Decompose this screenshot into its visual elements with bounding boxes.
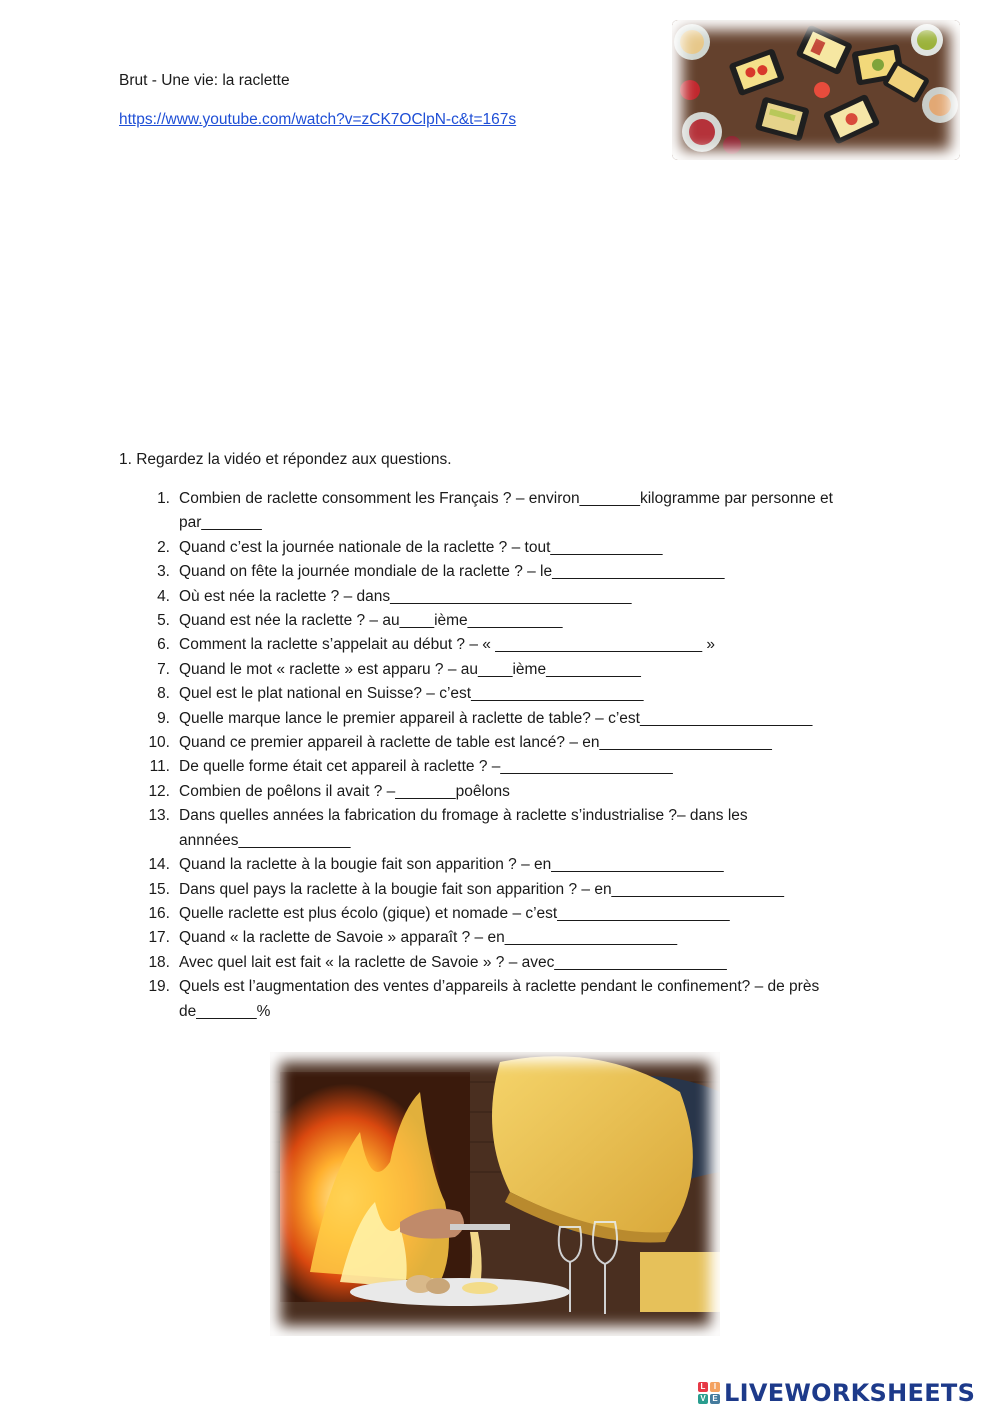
question-text: Quand c’est la journée nationale de la raclette ? – tout_____________ bbox=[179, 538, 663, 556]
list-item: 17. Quand « la raclette de Savoie » apparaît ? – en____________________ bbox=[148, 929, 678, 947]
list-item: 1. Combien de raclette consomment les Français ? – environ_______kilogramme par personne et par_______ bbox=[157, 490, 833, 532]
liveworksheets-mark-icon: L I V E bbox=[698, 1382, 720, 1404]
raclette-fireplace-illustration bbox=[270, 1052, 720, 1336]
question-text: Quand la raclette à la bougie fait son apparition ? – en____________________ bbox=[179, 856, 724, 874]
list-item: 2. Quand c’est la journée nationale de la raclette ? – tout_____________ bbox=[157, 538, 663, 556]
question-text: Avec quel lait est fait « la raclette de Savoie » ? – avec____________________ bbox=[179, 953, 727, 971]
question-text: Quand on fête la journée mondiale de la raclette ? – le____________________ bbox=[179, 563, 725, 581]
list-item: 13. Dans quelles années la fabrication du fromage à raclette s’industrialise ?– dans les annnées_____________ bbox=[148, 807, 748, 849]
list-item: 6. Comment la raclette s’appelait au début ? – « ________________________ » bbox=[157, 636, 716, 654]
list-item: 16. Quelle raclette est plus écolo (gique) et nomade – c’est____________________ bbox=[148, 904, 730, 922]
list-item: 15. Dans quel pays la raclette à la bougie fait son apparition ? – en____________________ bbox=[148, 880, 784, 898]
question-text: Où est née la raclette ? – dans____________________________ bbox=[179, 587, 632, 605]
question-text: Comment la raclette s’appelait au début ? – « ________________________ » bbox=[179, 636, 716, 654]
section-instruction: 1. Regardez la vidéo et répondez aux questions. bbox=[119, 451, 452, 468]
list-item: 11. De quelle forme était cet appareil à raclette ? –____________________ bbox=[149, 758, 673, 776]
question-list bbox=[140, 487, 900, 1024]
question-text: Quels est l’augmentation des ventes d’appareils à raclette pendant le confinement? – de près de_______% bbox=[179, 978, 820, 1020]
question-text: Combien de raclette consomment les Français ? – environ_______kilogramme par personne et par_______ bbox=[179, 490, 833, 532]
question-text: Combien de poêlons il avait ? –_______poêlons bbox=[179, 782, 510, 800]
brand-text: LIVEWORKSHEETS bbox=[724, 1379, 976, 1407]
question-text: Quel est le plat national en Suisse? – c’est____________________ bbox=[179, 685, 644, 703]
list-item: 8. Quel est le plat national en Suisse? – c’est____________________ bbox=[157, 685, 644, 703]
raclette-fireplace-photo bbox=[270, 1052, 720, 1336]
list-item: 18. Avec quel lait est fait « la raclette de Savoie » ? – avec____________________ bbox=[148, 953, 727, 971]
question-text: Quand est née la raclette ? – au____ième___________ bbox=[179, 612, 563, 630]
list-item: 7. Quand le mot « raclette » est apparu ? – au____ième___________ bbox=[157, 660, 641, 678]
question-text: Dans quel pays la raclette à la bougie fait son apparition ? – en____________________ bbox=[179, 880, 784, 898]
list-item: 9. Quelle marque lance le premier appareil à raclette de table? – c’est____________________ bbox=[157, 709, 813, 727]
question-text: Quand ce premier appareil à raclette de table est lancé? – en____________________ bbox=[179, 734, 772, 752]
liveworksheets-logo[interactable] bbox=[698, 1378, 975, 1408]
question-text: De quelle forme était cet appareil à raclette ? –____________________ bbox=[179, 758, 673, 776]
question-text: Quand « la raclette de Savoie » apparaît ? – en____________________ bbox=[179, 929, 678, 947]
question-text: Quelle raclette est plus écolo (gique) et nomade – c’est____________________ bbox=[179, 904, 730, 922]
raclette-pans-illustration bbox=[672, 20, 960, 160]
list-item: 4. Où est née la raclette ? – dans____________________________ bbox=[157, 587, 632, 605]
question-text: Quelle marque lance le premier appareil à raclette de table? – c’est____________________ bbox=[179, 709, 813, 727]
question-text: Dans quelles années la fabrication du fromage à raclette s’industrialise ?– dans les annnées_____________ bbox=[179, 807, 748, 849]
list-item: 3. Quand on fête la journée mondiale de la raclette ? – le____________________ bbox=[157, 563, 725, 581]
document-title: Brut - Une vie: la raclette bbox=[119, 72, 290, 89]
list-item: 14. Quand la raclette à la bougie fait son apparition ? – en____________________ bbox=[148, 856, 724, 874]
video-link[interactable]: https://www.youtube.com/watch?v=zCK7OClpN-c&t=167s bbox=[119, 111, 517, 128]
list-item: 5. Quand est née la raclette ? – au____ième___________ bbox=[157, 612, 563, 630]
list-item: 19. Quels est l’augmentation des ventes d’appareils à raclette pendant le confinement? – de près de_______% bbox=[148, 978, 820, 1020]
question-text: Quand le mot « raclette » est apparu ? – au____ième___________ bbox=[179, 660, 641, 678]
list-item: 12. Combien de poêlons il avait ? –_______poêlons bbox=[148, 782, 510, 800]
raclette-pans-photo bbox=[672, 20, 960, 160]
list-item: 10. Quand ce premier appareil à raclette de table est lancé? – en____________________ bbox=[148, 734, 772, 752]
